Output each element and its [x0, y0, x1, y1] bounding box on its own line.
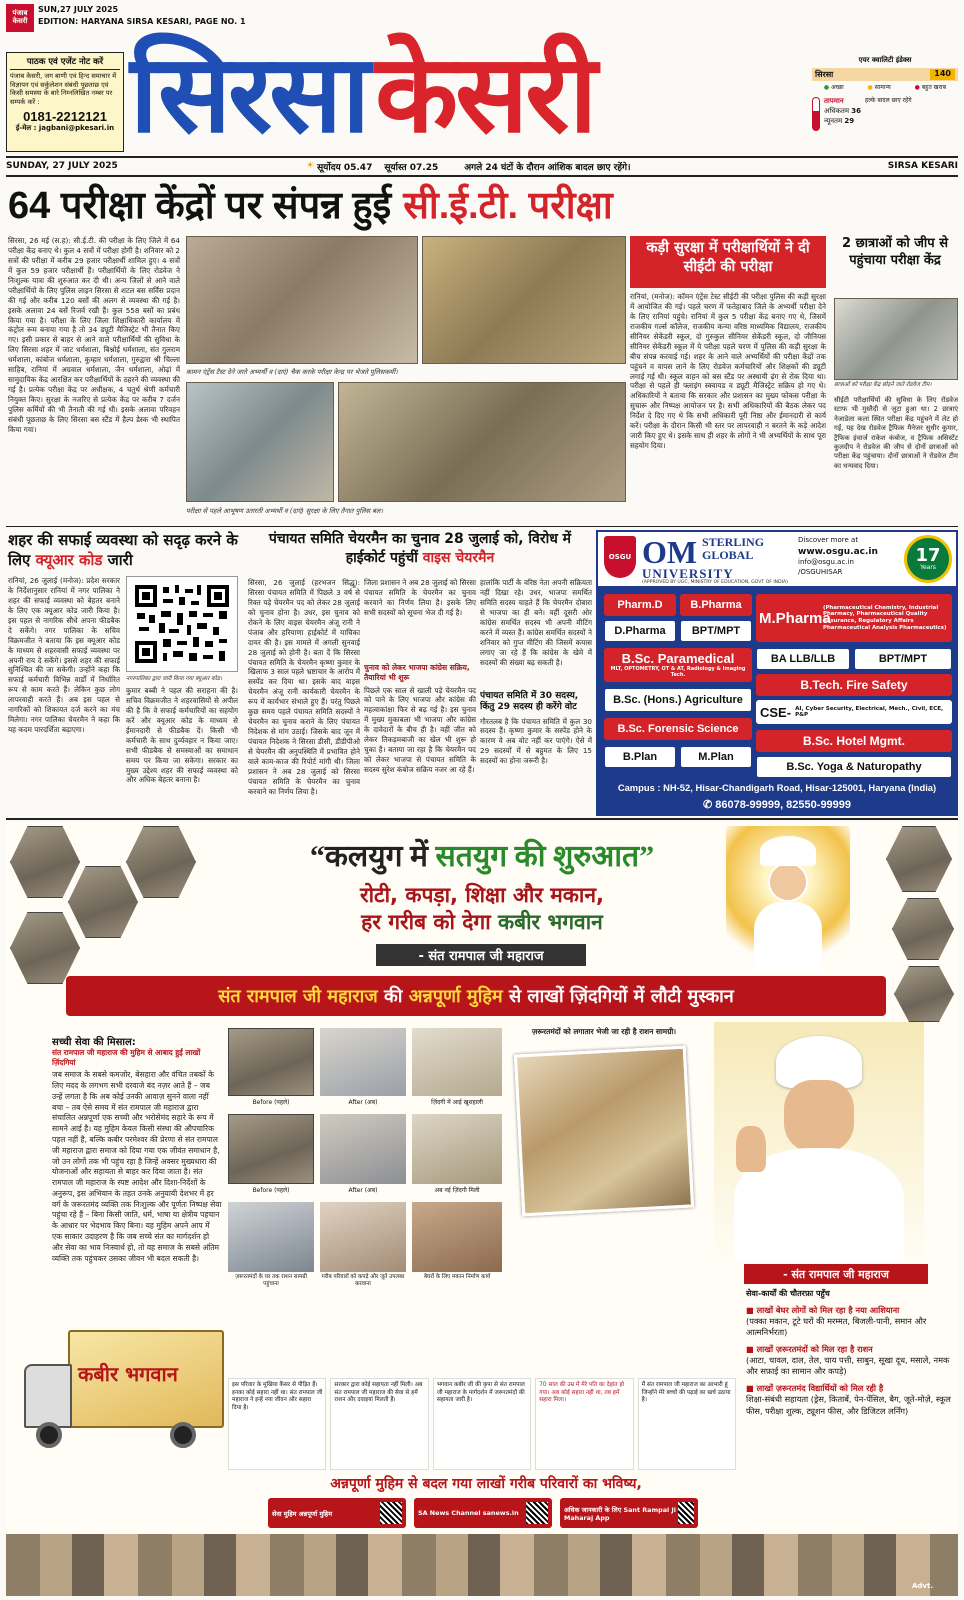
- seva-item-3-body: शिक्षा-संबंधी सहायता (ड्रेस, किताबें, पेन-पेंसिल, बैग, जूते-मोज़े, स्कूल फीस, परीक्षा शुल्क, ट्यूशन फीस, और डिजिटल लर्निंग): [746, 1394, 951, 1416]
- rampal-attrib: - संत रामपाल जी महाराज: [376, 944, 586, 966]
- story4-headline-part2: क्यूआर कोड: [35, 551, 103, 570]
- story5-sub2: पंचायत समिति में 30 सदस्य, किंतु 29 सदस्य ही करेंगे वोट: [480, 691, 579, 713]
- photo-police-check: [422, 236, 626, 364]
- photo-label: Before (पहले): [252, 1099, 290, 1106]
- photo-label: ज़िंदगी में आई खुशहाली: [431, 1099, 483, 1106]
- kabir-turban: [760, 836, 816, 866]
- kabir-illustration: [726, 826, 850, 976]
- story5-body-cont: जिला प्रशासन ने अब 28 जुलाई को सिरसा पंचायत समिति के चेयरमैन का चुनाव करवाने का निर्णय लिया है। इसके लिए सभी सदस्यों को सूचना भेज दी गई है।: [364, 578, 476, 617]
- truck-text: कबीर भगवान: [78, 1362, 178, 1386]
- qr-icon: [678, 1502, 694, 1524]
- testimonial: भगवान कबीर जी की कृपा से संत रामपाल जी महाराज के मार्गदर्शन में जरूरतमंदों की सहायता जारी है।: [433, 1378, 531, 1470]
- qr-code-icon: [133, 583, 231, 665]
- course-bpt: BPT/MPT: [680, 620, 752, 642]
- portrait: [10, 912, 80, 984]
- qr-link-2[interactable]: SA News Channel sanews.in: [414, 1498, 552, 1528]
- lead-headline: [8, 180, 958, 228]
- qr-link-1[interactable]: सेवा मुहिम अन्नपूर्णा मुहिम: [268, 1498, 406, 1528]
- testimonials: [228, 1378, 736, 1470]
- aqi-value: 140: [930, 69, 955, 80]
- story5-col3: [480, 578, 592, 814]
- aqi-row: [812, 68, 958, 81]
- aqi-title: एयर क्वालिटी इंडेक्स: [858, 56, 912, 64]
- story4-headline-part1: शहर की सफाई व्यवस्था को सदृढ़ करने के लिए: [8, 531, 238, 570]
- divider: [6, 526, 958, 527]
- brand: SIRSA KESARI: [887, 161, 958, 171]
- notice-phone: 0181-2212121: [23, 109, 107, 125]
- seva-item-2: ■ लाखों ज़रूरतमंदों को मिल रहा है राशन: [746, 1344, 873, 1355]
- photo-police-force: [338, 382, 626, 502]
- saint-portrait: [714, 1022, 924, 1262]
- om-phone[interactable]: ✆ 86078-99999, 82550-99999: [702, 799, 852, 811]
- story5-body2: पिछले एक साल से खाली पड़े चेयरमैन पद को पाने के लिए भाजपा और कांग्रेस की महत्वाकांक्षा फिर से बढ़ गई है। इस चुनाव में मुख्य मुकाबला भी भाजपा और कांग्रेस के दावेदारों के बीच ही है। वहीं जीत को लेकर तिकड़मबाजी का खेल भी शुरू हो चुका है। बताया जा रहा है कि चेयरमैन पद को लेकर भाजपा से पंचायत समिति के सदस्य सुरेश कंबोज सक्रिय नजर आ रहे हैं।: [364, 685, 476, 774]
- title-part2: केसरी: [375, 36, 595, 155]
- photo-label: अब नई ज़िंदगी मिली: [434, 1187, 480, 1194]
- lead-caption-2: परीक्षा से पहले आभूषण उतारती अभ्यर्थी व (दाएं) सुरक्षा के लिए तैनात पुलिस बल।: [186, 507, 383, 515]
- aqi-legend-moderate: ● सामान्य: [867, 84, 891, 91]
- notice-email: ई-मेल : jagbani@pkesari.in: [15, 124, 115, 133]
- aqi-legend-good: ● अच्छा: [823, 84, 844, 91]
- osgu-crest-icon: OSGU: [604, 536, 636, 578]
- rampal-left-text: [52, 1034, 222, 1334]
- qr-link-3[interactable]: अधिक जानकारी के लिए Sant Rampal Ji Maharaj App: [560, 1498, 698, 1528]
- photo-label: बेघरों के लिए मकान निर्माण कार्य: [423, 1274, 491, 1280]
- phone-icon: ✆: [702, 799, 716, 811]
- photo-jeep: [834, 298, 958, 380]
- om-university: UNIVERSITY: [642, 566, 734, 581]
- om-url[interactable]: www.osgu.ac.in: [798, 546, 878, 557]
- story4-headline-part3: जारी: [107, 551, 133, 570]
- story2-body: रानियां, (मनोज): कॉमन एंट्रेंस टेस्ट सीईटी की परीक्षा पुलिस की कड़ी सुरक्षा में आयोजित की गई। पहले चरण में फतेहाबाद जिले के अभ्यर्थी परीक्षा देने के लिए रानियां पहुंचे। रानियां में कुल 5 परीक्षा केंद्र बनाए गए थे, जिसमें राजकीय गर्ल्स कॉलेज, राजकीय कन्या वरिष्ठ माध्यमिक विद्यालय, राजकीय सीनियर सेकेंडरी स्कूल, दो गुरुकुल सीनियर सेकेंडरी स्कूल, दो जीनियस सीनियर सेकेंडरी स्कूल में ये परीक्षा पहले चरण में पुलिस की कड़ी सुरक्षा के बीच संपन्न करवाई गई। शहर के आने वाले अभ्यर्थियों की परीक्षा केंद्रों तक पहुंचने व वापस लाने के लिए रोडवेज कर्मचारियों और शिक्षकों की ड्यूटी लगाई गई थी। स्कूल वाहन को बस स्टैंड पर अस्थायी ढ़ंग से रोक दिया था। परीक्षा से पहले ही फ्लाइंग स्क्वायड व ड्यूटी मैजिस्ट्रेट सक्रिय हो गए थे। अधिकारियों ने बताया कि सरकार और प्रशासन का मुख्य फोकस परीक्षा के सुचारू और निष्पक्ष आयोजन पर है। सभी अधिकारियों की बैठक लेकर पद निर्देश दे दिए गए थे कि सभी अधिकारी पूरी निष्ठा और ईमानदारी से कार्य करें। परीक्षा के दौरान किसी भी स्तर पर लापरवाही न बरतने के कड़े आदेश जारी किए हुए थे। इसके साथ ही शहर के लोगों ने भी अभ्यर्थियों के साथ पूरा सहयोग दिया।: [630, 292, 826, 451]
- truck-wheel-icon: [36, 1422, 62, 1448]
- temp-block: [812, 97, 958, 131]
- photo-happiness: [412, 1028, 502, 1096]
- photo-label: गरीब परिवारों को कपड़े और जूते उपलब्ध करवाना: [321, 1274, 405, 1287]
- portrait: [10, 826, 80, 898]
- title-part1: सिरसा: [130, 36, 368, 155]
- masthead-title: [130, 36, 594, 156]
- photo-ration-supplies: [514, 1046, 694, 1217]
- divider: [6, 156, 958, 158]
- saint-face: [784, 1080, 854, 1152]
- photo-after: [320, 1114, 406, 1184]
- seva-item-3: ■ लाखों ज़रूरतमंद विद्यार्थियों को मिल रही है: [746, 1383, 884, 1394]
- story3-body: सीईटी परीक्षार्थियों की सुविधा के लिए रोडवेज स्टाफ भी मुस्तैदी से जुटा हुआ था। 2 छात्राएं नेजाडेला कलां स्थित परीक्षा केंद्र पहुंचने में लेट हो गईं, यह देख रोडवेज ट्रैफिक मैनेजर सुधीर कुमार, ट्रैफिक इंचार्ज राकेश कंबोज, व ट्रैफिक असिस्टेंट कुलदीप ने रोडवेज की जीप से दोनों छात्राओं को परीक्षा केंद्र पहुंचाया। दोनों छात्राओं ने रोडवेज टीम का धन्यवाद दिया।: [834, 396, 958, 470]
- om-name-sub: STERLING GLOBAL: [702, 535, 765, 562]
- sunset: सूर्यास्त 07.25: [384, 162, 439, 173]
- rampal-line1: रोटी, कपड़ा, शिक्षा और मकान,: [359, 883, 605, 907]
- seva-title: सेवा-कार्यों की चौतरफ़ा पहुँच: [746, 1289, 830, 1298]
- om-approval: (APPROVED BY UGC, MINISTRY OF EDUCATION, GOVT OF INDIA): [642, 580, 788, 585]
- course-dpharma: D.Pharma: [604, 620, 676, 642]
- kabir-robe: [754, 902, 822, 972]
- story5-headline: [248, 530, 592, 574]
- portrait: [68, 866, 138, 938]
- testimonial: मैं संत रामपाल जी महाराज का आभारी हूं जिन्होंने मेरे बच्चों की पढ़ाई का खर्च उठाया है।: [638, 1378, 736, 1470]
- weather-box: [812, 56, 958, 156]
- portrait: [892, 898, 954, 960]
- rampal-left-sub: संत रामपाल जी महाराज की मुहिम से आबाद हुईं लाखों ज़िंदगियां: [52, 1048, 201, 1067]
- crowd-collage: [6, 1534, 958, 1596]
- thermometer-icon: [812, 97, 820, 131]
- advt-label: Advt.: [912, 1582, 933, 1590]
- testimonial: इस परिवार के मुखिया कैंसर से पीड़ित हैं। इनका कोई सहारा नहीं था। संत रामपाल जी महाराज ने इन्हें नया जीवन और सहारा दिया है।: [228, 1378, 326, 1470]
- photo-ration-delivery: [228, 1202, 314, 1272]
- rampal-left-body: जब समाज के सबसे कमजोर, बेसहारा और वंचित तबकों के लिए मदद के लगभग सभी दरवाजे बंद नज़र आते हैं – जब उन्हें लगता है कि अब कोई उनकी आवाज़ सुनने वाला नहीं बचा – तब ऐसे समय में संत रामपाल जी महाराज द्वारा संचालित अन्नपूर्णा एक सच्ची और भरोसेमंद सहारे के रूप में सामने आई है। यह मुहिम केवल किसी संस्था की औपचारिक पहल नहीं है, बल्कि कबीर परमेश्वर की प्रेरणा से संत रामपाल जी महाराज द्वारा समाज को दिया गया एक जीवंत समाधान है, जो उन लोगों तक भी पहुंच रहा है जिन्हें अक्सर मुख्यधारा की योजनाओं और सहायता से बाहर कर दिया जाता है। संत रामपाल जी महाराज के स्पष्ट आदेश और दिशा-निर्देशों के अनुरूप, इस अभियान के तहत उनके अनुयायी देशभर में हर वर्ग के जरूरतमंद व्यक्ति तक निःशुल्क और पूर्णतः निष्पक्ष सेवा पहुंचा रहे हैं – बिना किसी जाति, धर्म, भाषा या क्षेत्रीय पहचान के आधार पर भेदभाव किए बिना। यह मुहिम अपने आप में एक साकार उदाहरण है कि जब सच्चे संत का मार्गदर्शन हो और सेवा का भाव निःस्वार्थ हो, तो वह समाज के सबसे अंतिम व्यक्ति तक पहुंचकर उसका जीवन भी बदल सकती है।: [52, 1070, 222, 1263]
- seva-item-1: ■ लाखों बेघर लोगों को मिल रहा है नया आशियाना: [746, 1305, 900, 1315]
- reader-notice: [6, 52, 124, 152]
- truck-body: [68, 1330, 224, 1428]
- portrait: [126, 826, 196, 898]
- rampal-left-title: सच्ची सेवा की मिसाल:: [52, 1037, 136, 1048]
- photo-exam-candidates: [186, 236, 418, 364]
- course-forensic: B.Sc. Forensic Science: [604, 718, 752, 740]
- course-mpharma: M.Pharma (Pharmaceutical Chemistry, Industrial Pharmacy, Pharmaceutical Quality Assurance, Regulatory Affairs Pharmaceutical Analysis Pharmaceutics): [756, 594, 952, 642]
- seva-list: [746, 1288, 954, 1498]
- truck: [20, 1330, 226, 1456]
- truck-wheel-icon: [170, 1422, 196, 1448]
- edition-line: EDITION: HARYANA SIRSA KESARI, PAGE NO. 1: [38, 17, 246, 26]
- course-paramedical: B.Sc. Paramedical MLT, OPTOMETRY, OT & AT, Radiology & Imaging Tech.: [604, 648, 752, 682]
- testimonial: 70 साल की उम्र में मेरे पति का देहांत हो गया। अब कोई सहारा नहीं था, तब हमें सहारा मिला।: [535, 1378, 633, 1470]
- photo-before: [228, 1028, 314, 1096]
- lead-headline-part2: सी.ई.टी. परीक्षा: [403, 185, 613, 227]
- om-ad: [596, 530, 958, 816]
- kabir-face: [768, 862, 808, 902]
- portrait-collage-left: [6, 822, 236, 992]
- om-discover: Discover more at: [798, 536, 859, 544]
- story5-body3: हालांकि पार्टी के वरिष्ठ नेता अपनी सक्रियता नहीं दिखा रहे। उधर, भाजपा समर्थित समिति सदस्य चाहते हैं कि चेयरमैन दोबारा से भाजपा का ही बने। वहीं दूसरी ओर कांग्रेस समर्थित सदस्य भी अपनी मीटिंग करने में व्यस्त हैं। कांग्रेस समर्थित सदस्यों ने शनिवार को गुप्त मीटिंग की जिसमें कयास लगाए जा रहे हैं कि कांग्रेस के खेमे में सदस्यों की संख्या बढ़ सकती है।: [480, 578, 592, 667]
- lead-caption-1: कामन एंट्रेंस टैस्ट देने जाते अभ्यर्थी व (दाएं) चैक करके परीक्षा केन्द्र पर भेजते पुलिसकर्मी।: [186, 368, 398, 376]
- temp-note: हल्के बादल छाए रहेंगे: [865, 97, 912, 104]
- photo-before: [228, 1114, 314, 1184]
- story2-headline: कड़ी सुरक्षा में परीक्षार्थियों ने दी सीईटी की परीक्षा: [630, 236, 826, 288]
- course-bpharma: B.Pharma: [680, 594, 752, 616]
- course-cse: CSE- AI, Cyber Security, Electrical, Mech., Civil, ECE, P&P: [756, 700, 952, 724]
- annapurna-bottom-line: अन्नपूर्णा मुहिम से बदल गया लाखों गरीब परिवारों का भविष्य,: [330, 1476, 642, 1492]
- photo-removing-jewelry: [186, 382, 334, 502]
- qr-icon: [380, 1502, 402, 1524]
- saint-hand: [736, 1126, 766, 1172]
- qr-strip: [268, 1498, 698, 1528]
- qr-code: [126, 576, 238, 672]
- story4-body: रानियां, 26 जुलाई (मनोज): प्रदेश सरकार के निर्देशानुसार रानियां में नगर पालिका ने शहर की सफाई व्यवस्था को बेहतर बनाने के लिए एक क्यूआर कोड जारी किया है। इस पहल से नागरिक सीधे अपना फीडबैक दे सकेंगे। नगर पालिका के सचिव विक्रमजीत ने बताया कि इस क्यूआर कोड के माध्यम से शहरवासी सफाई व्यवस्था पर अपनी राय दे सकेंगे। इससे शहर की सफाई सुनिश्चित की जा सकेगी। उन्होंने कहा कि सफाई कर्मचारी विभिन्न वार्डों में निर्धारित रूप से काम करते हैं। लेकिन कुछ लोग लापरवाही करते हैं। अब इस पहल से नागरिकों को शिकायत दर्ज करने का मंच मिलेगा। नगर पालिका चेयरमैन ने कहा कि यह कदम पारदर्शिता बढ़ाएगा।: [8, 576, 120, 735]
- lead-headline-part1: 64 परीक्षा केंद्रों पर संपन्न हुई: [8, 185, 392, 227]
- portrait: [886, 826, 952, 892]
- story5-body: सिरसा, 26 जुलाई (हरभजन सिद्धू): सिरसा पंचायत समिति में पिछले 3 वर्ष से रिक्त पड़े चेयरमैन पद को लेकर 28 जुलाई को चुनाव होना है। उधर, इस चुनाव को रोकने के लिए वाइस चेयरमैन अंजू रानी ने पंजाब और हरियाणा हाईकोर्ट में याचिका दायर की है। इस मामले में अगली सुनवाई 28 जुलाई को होनी है। बता दें कि सिरसा पंचायत समिति के चेयरमैन कृष्णा कुमार के खिलाफ 3 साल पहले भ्रष्टाचार के आरोप में सस्पेंड कर दिया था। इसके बाद वाइस चेयरमैन अंजू रानी कार्यकारी चेयरमैन के रूप में कार्यभार संभाले हुए हैं। परंतु पिछले कुछ समय पहले पंचायत समिति सदस्यों ने चेयरमैन का चुनाव कराने के लिए पंचायत निदेशक से मांग उठाई। जिसके बाद जून में पंचायत निदेशक ने सिरसा डीसी, डीडीपीओ से चेयरमैन की अनुपस्थिति में प्रभावित होने वाले काम-काज की रिपोर्ट मांगी थी। जिला प्रशासन ने अब 28 जुलाई को सिरसा पंचायत समिति के चेयरमैन का चुनाव करवाने का निर्णय लिया है।: [248, 578, 360, 796]
- testimonial: सरकार द्वारा कोई सहायता नहीं मिली। अब संत रामपाल जी महाराज की सेवा से हमें राशन और दवाइयां मिलती हैं।: [330, 1378, 428, 1470]
- course-mplan: M.Plan: [680, 746, 752, 768]
- before-after-grid: [228, 1028, 506, 1368]
- course-pharmd: Pharm.D: [604, 594, 676, 616]
- photo-new-life: [412, 1114, 502, 1184]
- om-campus: Campus : NH-52, Hisar-Chandigarh Road, Hisar-125001, Haryana (India): [617, 782, 937, 793]
- course-yoga: B.Sc. Yoga & Naturopathy: [756, 756, 952, 778]
- annapurna-banner: संत रामपाल जी महाराज की अन्नपूर्णा मुहिम से लाखों ज़िंदगियों में लौटी मुस्कान: [66, 976, 886, 1016]
- weather-forecast: अगले 24 घंटों के दौरान आंशिक बादल छाए रहेंगे।: [464, 162, 631, 173]
- notice-body: पंजाब केसरी, जग बाणी एवं हिन्द समाचार में विज्ञापन एवं सर्कुलेशन संबंधी पूछताछ एवं किसी समस्या के बारे निम्नलिखित नम्बर पर सम्पर्क करें :: [10, 72, 117, 106]
- om-name: OM: [642, 534, 698, 570]
- photo-label: After (अब): [348, 1187, 378, 1194]
- story4-body2: कुमार बब्बी ने पहल की सराहना की है। सचिव विक्रमजीत ने शहरवासियों से अपील की है कि वे सफाई कर्मचारियों का सहयोग करें और क्यूआर कोड के माध्यम से ईमानदारी से फीडबैक दें। किसी भी कर्मचारी के साथ दुर्व्यवहार न किया जाए। सभी फीडबैक से समस्याओं का समाधान समय पर किया जा सकेगा। सरकार का मुख्य उद्देश्य शहर की सफाई व्यवस्था को और अधिक बेहतर बनाना है।: [126, 686, 238, 785]
- lead-body: सिरसा, 26 मई (स.ह): सी.ई.टी. की परीक्षा के लिए जिले में 64 परीक्षा केंद्र बनाए थे। कुल 4 सत्रों में परीक्षा होगी है। शनिवार को 2 सत्रों की परीक्षा में करीब 29 हजार परीक्षार्थी शामिल हुए। 4 सत्रों में कुल 59 हजार परीक्षार्थी हैं। परीक्षार्थियों के लिए रोडवेज ने निःशुल्क यात्रा की शुरुआत कर दी थी। अन्य जिलों से आने वाले परीक्षार्थियों के लिए पुलिस लाइन सिरसा से शटल बस सर्विस प्रदान की गई और करीब 120 बसों की अलग से व्यवस्था की गई है। इसके अलावा 24 बसें रिजर्व रखी हैं। कुल 558 बसों का प्रबंध किया गया है। परीक्षा के लिए जिला शिक्षाधिकारी कार्यालय में कंट्रोल रूम बनाया गया है तो 34 ड्यूटी मैजिस्ट्रेट भी तैनात किए गए। इसी प्रकार से बाहर से आने वाले परीक्षार्थियों की सुविधा के लिए सिरसा शहर में जाट धर्मशाला, बिश्नोई धर्मशाला, संत गुलराम धर्मशाला, कांबोज धर्मशाला, कुम्हार धर्मशाला, गुरुद्वारा श्री चिल्ला साहिब, रानियां में अग्रवाल धर्मशाला, जैन धर्मशाला, ओढ़ां में सामुदायिक केंद्र आरक्षित कर परीक्षार्थियों के ठहरने की व्यवस्था की गई है। प्रत्येक परीक्षा केंद्र पर अधीक्षक, 4 चतुर्थ श्रेणी कर्मचारी नियुक्त किए। सुरक्षा के नजरिए से प्रत्येक केंद्र पर करीब 7 दर्जन पुलिस कर्मियों की भी तैनाती की गई थी। इसके अलावा परिवहन संबंधी पूछताछ के लिए सिरसा बस स्टैंड में हैल्प डेस्क भी स्थापित किया गया।: [8, 236, 180, 434]
- small-logo: पंजाब केसरी: [6, 4, 34, 32]
- story5-sub1: चुनाव को लेकर भाजपा कांग्रेस सक्रिय, तैयारियां भी शुरू: [364, 663, 470, 682]
- story3-caption: छात्राओं को परीक्षा केंद्र छोड़ने जाते रोडवेज टीम।: [834, 382, 932, 388]
- rampal-line2: हर गरीब को देगा कबीर भगवान: [361, 910, 603, 935]
- portrait: [894, 966, 954, 1022]
- temp-min-row: न्यूनतम 29: [824, 116, 855, 125]
- truck-cab: [24, 1364, 72, 1428]
- story5-headline-part2: वाइस चेयरमैन: [422, 550, 495, 567]
- qr-caption: नगरपालिका द्वारा जारी किया गया क्यूआर कोड।: [126, 676, 222, 682]
- saint-name: - संत रामपाल जी महाराज: [744, 1264, 928, 1284]
- course-bplan: B.Plan: [604, 746, 676, 768]
- photo-after: [320, 1028, 406, 1096]
- photo-label: ज़रूरतमंदों के घर तक राशन सामग्री पहुंचाना: [235, 1274, 307, 1287]
- divider: [6, 175, 958, 177]
- seva-item-2-body: (आटा, चावल, दाल, तेल, चाय पत्ती, साबुन, सूखा दूध, मसाले, नमक और सफ़ाई का सामान और कपड़े): [746, 1355, 950, 1377]
- seva-item-1-body: (पक्का मकान, टूटे घरों की मरम्मत, बिजली-पानी, समान और आत्मनिर्भरता): [746, 1316, 927, 1338]
- temp-max-row: अधिकतम 36: [824, 106, 862, 115]
- rampal-ad: [6, 822, 958, 1596]
- course-fire-safety: B.Tech. Fire Safety: [756, 674, 952, 696]
- notice-title: पाठक एवं एजेंट नोट करें: [10, 56, 120, 70]
- course-bpt-mpt: BPT/MPT: [854, 648, 952, 670]
- photo-label: Before (पहले): [252, 1187, 290, 1194]
- story5-col2: [364, 578, 476, 814]
- day-date: SUNDAY, 27 JULY 2025: [6, 161, 118, 171]
- story5-body4: गौरतलब है कि पंचायत समिति में कुल 30 सदस्य हैं। कृष्णा कुमार के सस्पेंड होने के कारण वे अब वोट नहीं कर पाएंगे। ऐसे में 29 सदस्यों में से बहुमत के लिए 15 सदस्यों का होना जरूरी है।: [480, 716, 592, 766]
- sun-icon: ☀: [306, 161, 315, 171]
- om-social: /OSGUHISAR: [798, 568, 843, 577]
- photo-label: After (अब): [348, 1099, 378, 1106]
- sunrise: सूर्योदय 05.47: [317, 162, 373, 173]
- photo-clothes: [320, 1202, 406, 1272]
- divider: [6, 818, 958, 820]
- story4-headline: [8, 530, 242, 572]
- rampal-quote: “कलयुग में सतयुग की शुरुआत”: [309, 840, 655, 873]
- aqi-city: सिरसा: [815, 70, 834, 79]
- om-contact: [798, 536, 878, 578]
- course-agriculture: B.Sc. (Hons.) Agriculture: [604, 688, 752, 712]
- photo-house-building: [412, 1202, 502, 1272]
- story5-headline-part1: पंचायत समिति चेयरमैन का चुनाव 28 जुलाई को, विरोध में हाईकोर्ट पहुंचीं: [268, 531, 572, 567]
- qr-icon: [526, 1502, 548, 1524]
- date-bar: [6, 159, 958, 173]
- date-line: SUN,27 JULY 2025: [38, 5, 119, 14]
- story3-headline: 2 छात्राओं को जीप से पहुंचाया परीक्षा केंद्र: [842, 236, 948, 268]
- course-llb: BA LLB/LLB: [756, 648, 850, 670]
- ration-title: ज़रूरतमंदों को लगातार भेजी जा रही है राशन सामग्री।: [531, 1027, 677, 1036]
- rampal-line: [222, 882, 742, 937]
- aqi-legend-bad: ● बहुत खराब: [914, 84, 947, 91]
- course-hotel: B.Sc. Hotel Mgmt.: [756, 730, 952, 752]
- temp-title: तापमान: [824, 97, 844, 105]
- om-email[interactable]: info@osgu.ac.in: [798, 558, 854, 567]
- aqi-legend: [812, 83, 958, 91]
- years-badge: 17 Years: [904, 535, 952, 583]
